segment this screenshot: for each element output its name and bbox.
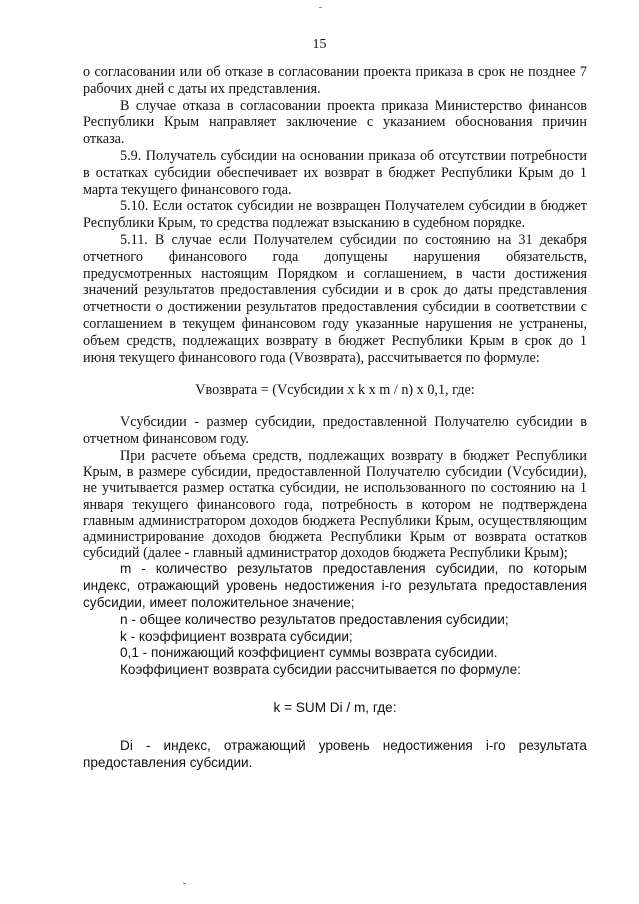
page-number: 15	[312, 37, 327, 52]
paragraph-m-definition: m - количество результатов предоставления субсидии, по которым индекс, отражающий уровень недостижения i-го результата предоставления субсидии, имеет положительное значение;	[83, 561, 587, 610]
paragraph-refusal: В случае отказа в согласовании проекта приказа Министерство финансов Республики Крым направляет заключение с указанием обоснования причин отказа.	[83, 97, 587, 148]
paragraph-di-definition: Di - индекс, отражающий уровень недостижения i-го результата предоставления субсидии.	[83, 737, 587, 770]
paragraph-v-subsidy: Vсубсидии - размер субсидии, предоставленной Получателю субсидии в отчетном финансовом году.	[83, 414, 587, 448]
paragraph-5-9: 5.9. Получатель субсидии на основании приказа об отсутствии потребности в остатках субсидии обеспечивает их возврат в бюджет Республики Крым до 1 марта текущего финансового года.	[83, 147, 587, 198]
formula-return-volume: Vвозврата = (Vсубсидии x k x m / n) x 0,1, где:	[195, 382, 475, 399]
paragraph-coefficient-definition: 0,1 - понижающий коэффициент суммы возврата субсидии.	[120, 645, 498, 661]
paragraph-approval-deadline: о согласовании или об отказе в согласовании проекта приказа в срок не позднее 7 рабочих дней с даты их представления.	[83, 64, 587, 97]
document-body	[83, 64, 587, 772]
paragraph-coefficient-formula-intro: Коэффициент возврата субсидии рассчитывается по формуле:	[120, 662, 521, 678]
paragraph-k-definition: k - коэффициент возврата субсидии;	[120, 628, 353, 644]
paragraph-calculation-note: При расчете объема средств, подлежащих возврату в бюджет Республики Крым, в размере субсидии, предоставленной Получателю субсидии (Vсубсидии), не учитывается размер остатка субсидии, не использованного по состоянию на 1 января текущего финансового года, потребность в котором не подтверждена главным администратором доходов бюджета Республики Крым, осуществляющим администрирование доходов бюджета Республики Крым от возврата остатков субсидий (далее - главный администратор доходов бюджета Республики Крым);	[83, 447, 587, 562]
paragraph-5-10: 5.10. Если остаток субсидии не возвращен Получателем субсидии в бюджет Республики Крым, то средства подлежат взысканию в судебном порядке.	[83, 198, 587, 232]
formula-return-coefficient: k = SUM Di / m, где:	[273, 699, 397, 715]
scan-dot-bottom	[183, 883, 186, 884]
paragraph-n-definition: n - общее количество результатов предоставления субсидии;	[120, 611, 509, 627]
scan-dot-top	[319, 7, 322, 8]
paragraph-5-11: 5.11. В случае если Получателем субсидии по состоянию на 31 декабря отчетного финансового года допущены нарушения обязательств, предусмотренных настоящим Порядком и соглашением, в части достижения значений результатов предоставления субсидии и в срок до даты представления отчетности о достижении результатов предоставления субсидии в соответствии с соглашением в текущем финансовом году указанные нарушения не устранены, объем средств, подлежащих возврату в бюджет Республики Крым в срок до 1 июня текущего финансового года (Vвозврата), рассчитывается по формуле:	[83, 231, 587, 366]
